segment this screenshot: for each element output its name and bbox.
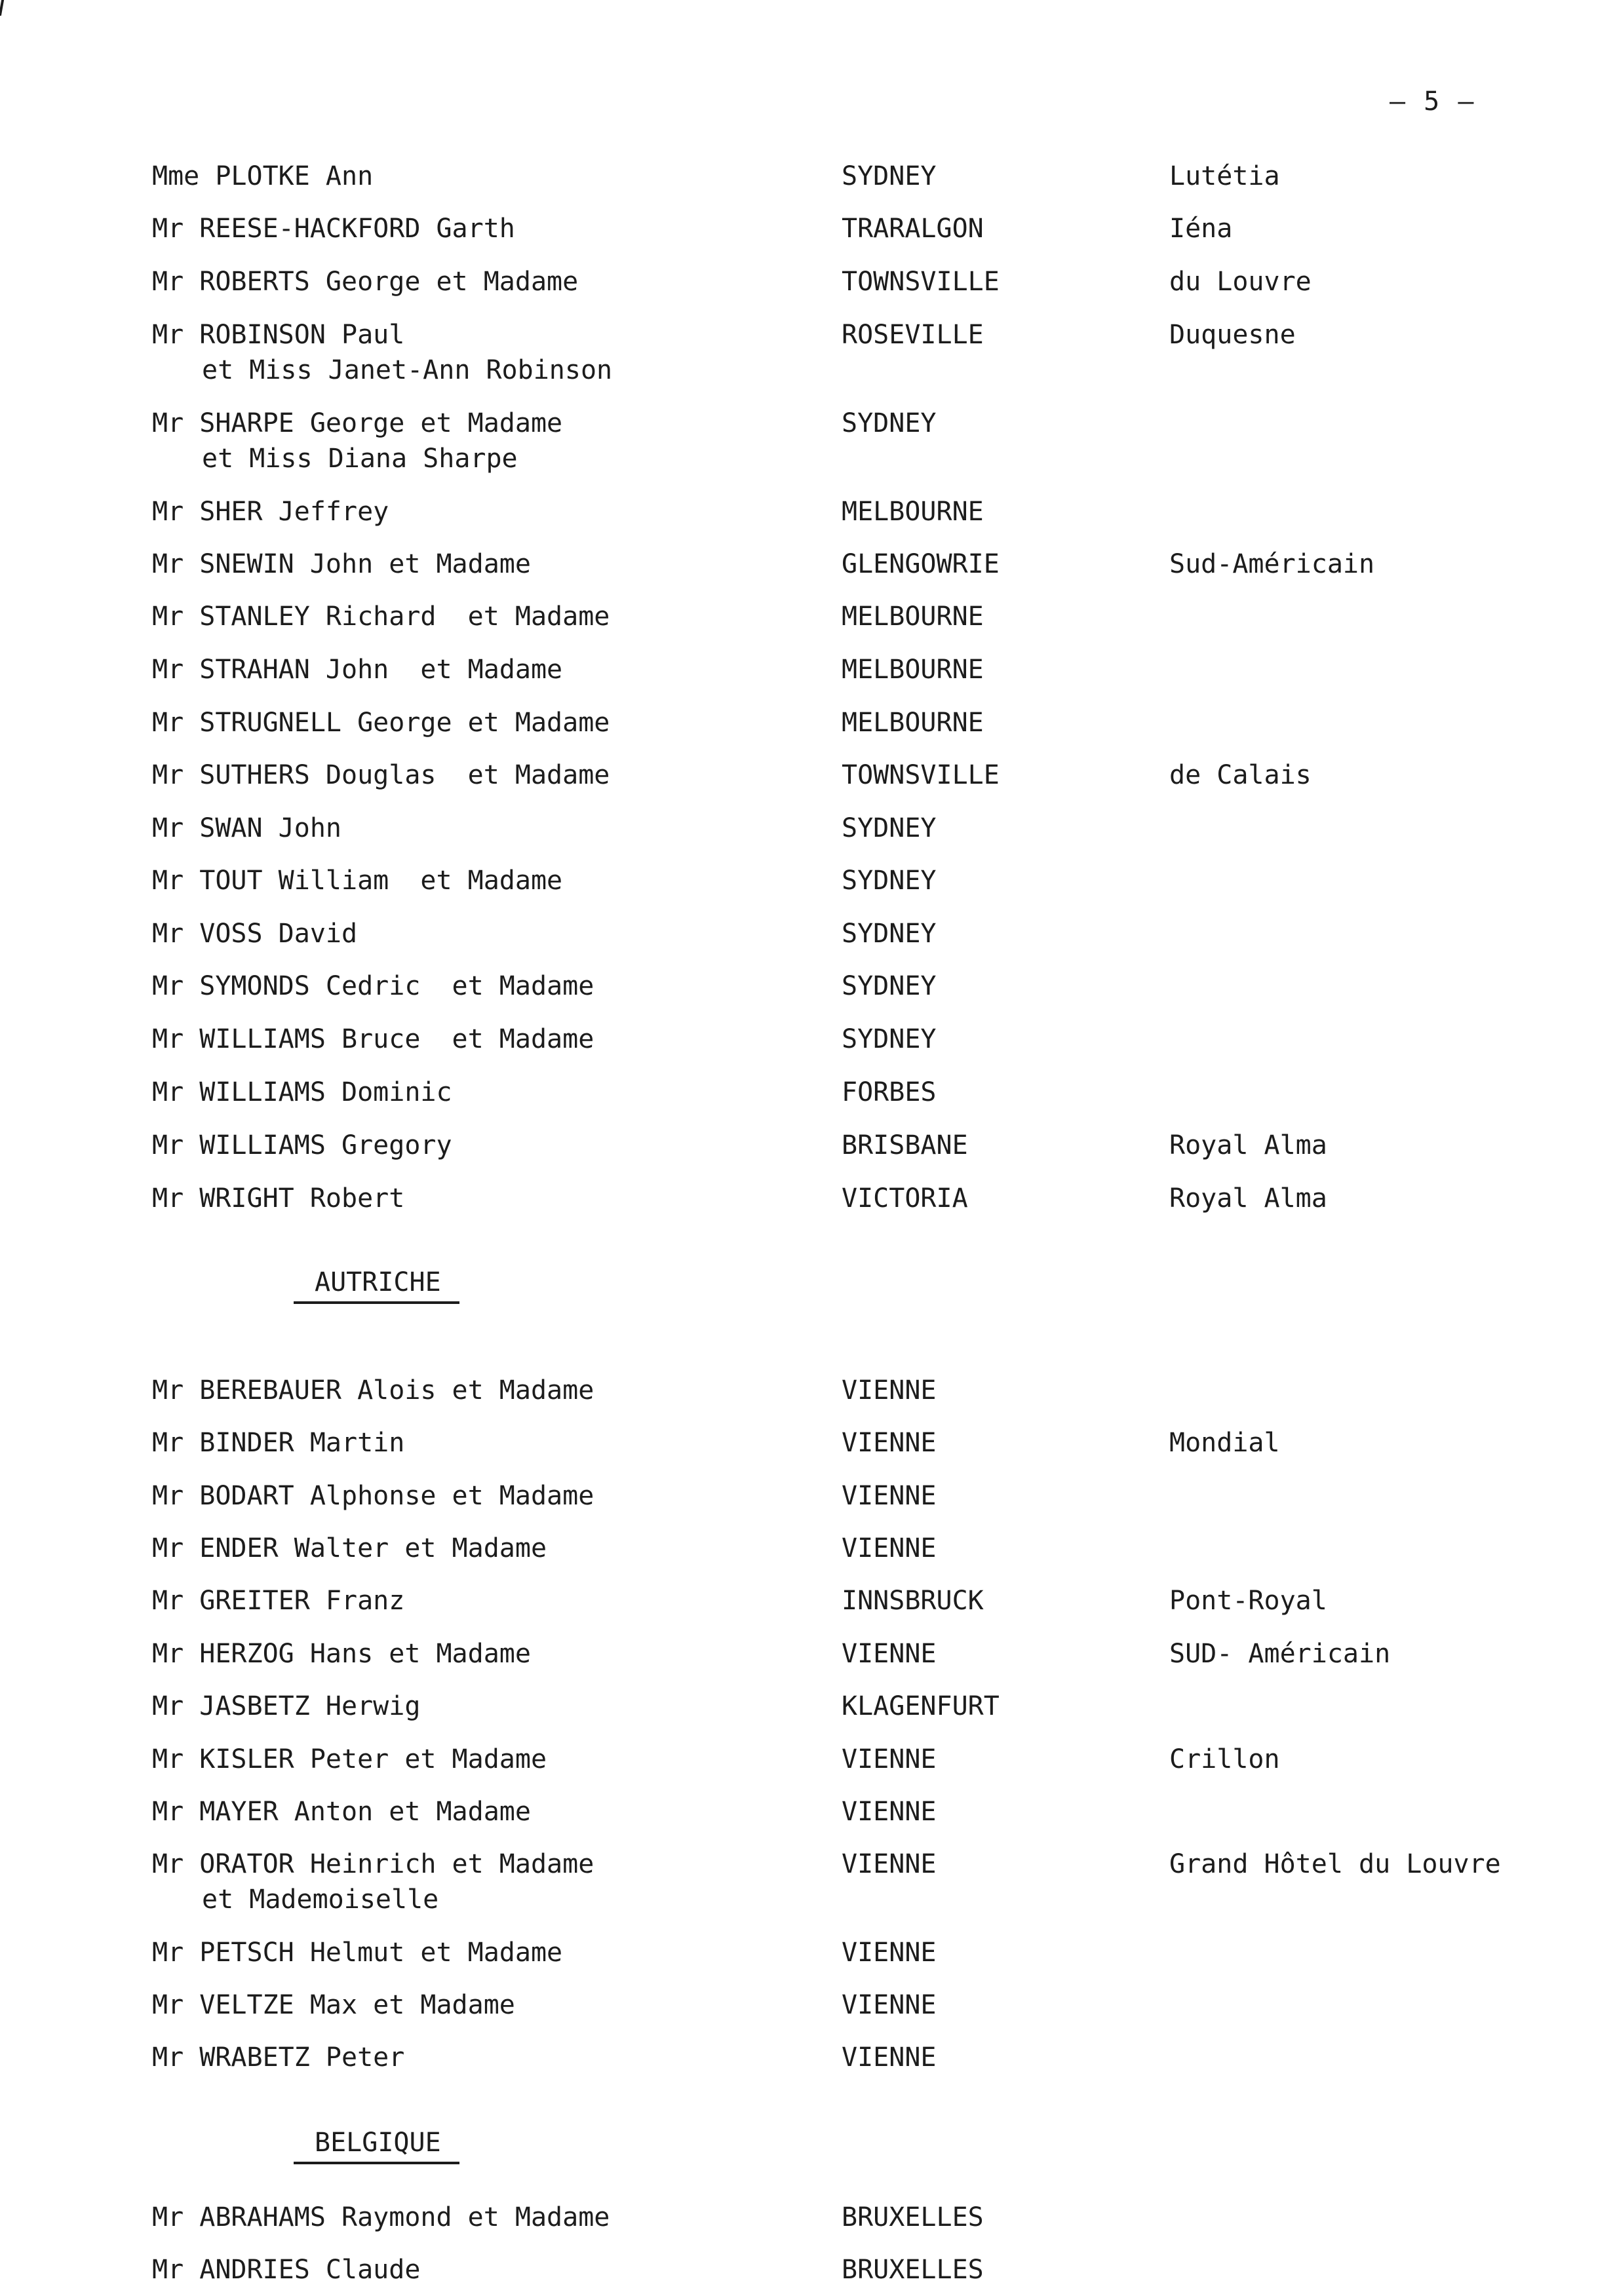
guest-name-line: Mr WILLIAMS Gregory (152, 1130, 452, 1160)
guest-hotel: Pont-Royal (1169, 1586, 1327, 1616)
guest-hotel: SUD- Américain (1169, 1639, 1391, 1669)
guest-city: MELBOURNE (842, 708, 984, 738)
guest-city: BRUXELLES (842, 2255, 984, 2285)
guest-name-continuation: et Miss Janet-Ann Robinson (202, 355, 613, 385)
guest-name-line: Mr WILLIAMS Bruce et Madame (152, 1024, 594, 1054)
guest-city: SYDNEY (842, 971, 937, 1001)
guest-name (152, 2040, 404, 2075)
guest-name (152, 1636, 531, 1672)
guest-name (152, 317, 612, 388)
guest-name (152, 811, 341, 846)
guest-name-line: Mr BODART Alphonse et Madame (152, 1481, 594, 1511)
guest-name (152, 2252, 420, 2287)
guest-city: MELBOURNE (842, 655, 984, 685)
guest-name (152, 546, 531, 582)
guest-name (152, 1987, 515, 2023)
guest-name (152, 1794, 531, 1829)
guest-name-continuation: et Miss Diana Sharpe (202, 444, 518, 474)
guest-name (152, 1075, 452, 1110)
guest-city: VIENNE (842, 1639, 937, 1669)
guest-city: VIENNE (842, 2042, 937, 2073)
guest-city: VIENNE (842, 1744, 937, 1774)
guest-name (152, 968, 594, 1004)
guest-name (152, 211, 515, 246)
guest-name (152, 916, 357, 951)
guest-name-line: Mr SHER Jeffrey (152, 497, 389, 527)
guest-hotel: Sud-Américain (1169, 549, 1375, 579)
guest-name (152, 757, 610, 793)
guest-name (152, 1373, 594, 1408)
guest-city: ROSEVILLE (842, 320, 984, 350)
guest-name (152, 705, 610, 740)
guest-name-line: Mr TOUT William et Madame (152, 866, 563, 896)
section-heading-autriche: AUTRICHE (294, 1265, 459, 1304)
guest-city: VIENNE (842, 1533, 937, 1563)
guest-hotel: Royal Alma (1169, 1183, 1327, 1214)
guest-name-line: Mr ROBINSON Paul (152, 320, 405, 350)
guest-hotel: Royal Alma (1169, 1130, 1327, 1160)
guest-city: INNSBRUCK (842, 1586, 984, 1616)
guest-name-line: Mr REESE-HACKFORD Garth (152, 214, 515, 244)
guest-city: MELBOURNE (842, 497, 984, 527)
guest-name-line: Mr SNEWIN John et Madame (152, 549, 531, 579)
guest-name-line: Mr MAYER Anton et Madame (152, 1797, 531, 1827)
guest-city: VIENNE (842, 1428, 937, 1458)
guest-city: TRARALGON (842, 214, 984, 244)
guest-city: VIENNE (842, 1797, 937, 1827)
guest-name-line: Mr HERZOG Hans et Madame (152, 1639, 531, 1669)
guest-name-line: Mme PLOTKE Ann (152, 161, 374, 191)
guest-city: GLENGOWRIE (842, 549, 1000, 579)
guest-name (152, 1846, 594, 1917)
guest-name (152, 1583, 404, 1618)
guest-city: SYDNEY (842, 161, 937, 191)
guest-name-line: Mr STANLEY Richard et Madame (152, 602, 610, 632)
guest-name (152, 1689, 420, 1724)
guest-city: FORBES (842, 1077, 937, 1107)
section-heading-belgique: BELGIQUE (294, 2125, 459, 2164)
guest-city: TOWNSVILLE (842, 267, 1000, 297)
guest-name (152, 1742, 547, 1777)
guest-city: SYDNEY (842, 408, 937, 438)
guest-name (152, 2200, 610, 2235)
guest-name-line: Mr WRABETZ Peter (152, 2042, 405, 2073)
guest-name-line: Mr STRUGNELL George et Madame (152, 708, 610, 738)
guest-name (152, 159, 373, 194)
guest-city: VIENNE (842, 1990, 937, 2020)
guest-hotel: Grand Hôtel du Louvre (1169, 1849, 1501, 1879)
scan-edge-mark (0, 0, 4, 16)
guest-city: VICTORIA (842, 1183, 968, 1214)
guest-name-line: Mr SWAN John (152, 813, 341, 843)
guest-city: BRISBANE (842, 1130, 968, 1160)
guest-hotel: Duquesne (1169, 320, 1296, 350)
guest-name-line: Mr KISLER Peter et Madame (152, 1744, 547, 1774)
guest-name (152, 1478, 594, 1514)
guest-name-line: Mr ABRAHAMS Raymond et Madame (152, 2202, 610, 2232)
guest-city: KLAGENFURT (842, 1691, 1000, 1721)
guest-name-line: Mr ROBERTS George et Madame (152, 267, 579, 297)
guest-name-line: Mr WRIGHT Robert (152, 1183, 405, 1214)
guest-name-line: Mr SUTHERS Douglas et Madame (152, 760, 610, 790)
guest-name-line: Mr SHARPE George et Madame (152, 408, 563, 438)
guest-name-line: Mr JASBETZ Herwig (152, 1691, 421, 1721)
guest-city: VIENNE (842, 1849, 937, 1879)
guest-city: SYDNEY (842, 919, 937, 949)
guest-name-line: Mr ENDER Walter et Madame (152, 1533, 547, 1563)
guest-city: VIENNE (842, 1375, 937, 1406)
guest-name-line: Mr VOSS David (152, 919, 358, 949)
guest-name (152, 1935, 562, 1970)
guest-name (152, 863, 562, 898)
guest-name-line: Mr ANDRIES Claude (152, 2255, 421, 2285)
guest-hotel: Mondial (1169, 1428, 1280, 1458)
guest-name (152, 652, 562, 687)
guest-name (152, 1128, 452, 1163)
guest-name-line: Mr STRAHAN John et Madame (152, 655, 563, 685)
guest-hotel: Lutétia (1169, 161, 1280, 191)
guest-name-continuation: et Mademoiselle (202, 1885, 439, 1915)
guest-name (152, 1425, 404, 1461)
guest-name (152, 406, 562, 476)
guest-name (152, 1181, 404, 1216)
guest-name (152, 599, 610, 634)
guest-hotel: Crillon (1169, 1744, 1280, 1774)
guest-city: BRUXELLES (842, 2202, 984, 2232)
guest-name-line: Mr WILLIAMS Dominic (152, 1077, 452, 1107)
guest-name-line: Mr PETSCH Helmut et Madame (152, 1938, 563, 1968)
guest-city: SYDNEY (842, 813, 937, 843)
guest-name-line: Mr SYMONDS Cedric et Madame (152, 971, 594, 1001)
guest-name-line: Mr BINDER Martin (152, 1428, 405, 1458)
guest-city: MELBOURNE (842, 602, 984, 632)
guest-hotel: de Calais (1169, 760, 1312, 790)
guest-hotel: du Louvre (1169, 267, 1312, 297)
guest-name-line: Mr BEREBAUER Alois et Madame (152, 1375, 594, 1406)
guest-name (152, 1022, 594, 1057)
guest-name-line: Mr ORATOR Heinrich et Madame (152, 1849, 594, 1879)
guest-name-line: Mr GREITER Franz (152, 1586, 405, 1616)
guest-city: VIENNE (842, 1481, 937, 1511)
guest-city: TOWNSVILLE (842, 760, 1000, 790)
guest-city: SYDNEY (842, 1024, 937, 1054)
guest-hotel: Iéna (1169, 214, 1233, 244)
guest-name (152, 1531, 547, 1566)
guest-city: SYDNEY (842, 866, 937, 896)
guest-name-line: Mr VELTZE Max et Madame (152, 1990, 515, 2020)
page-number: – 5 – (1390, 86, 1475, 117)
guest-city: VIENNE (842, 1938, 937, 1968)
guest-name (152, 264, 578, 299)
guest-name (152, 494, 389, 529)
